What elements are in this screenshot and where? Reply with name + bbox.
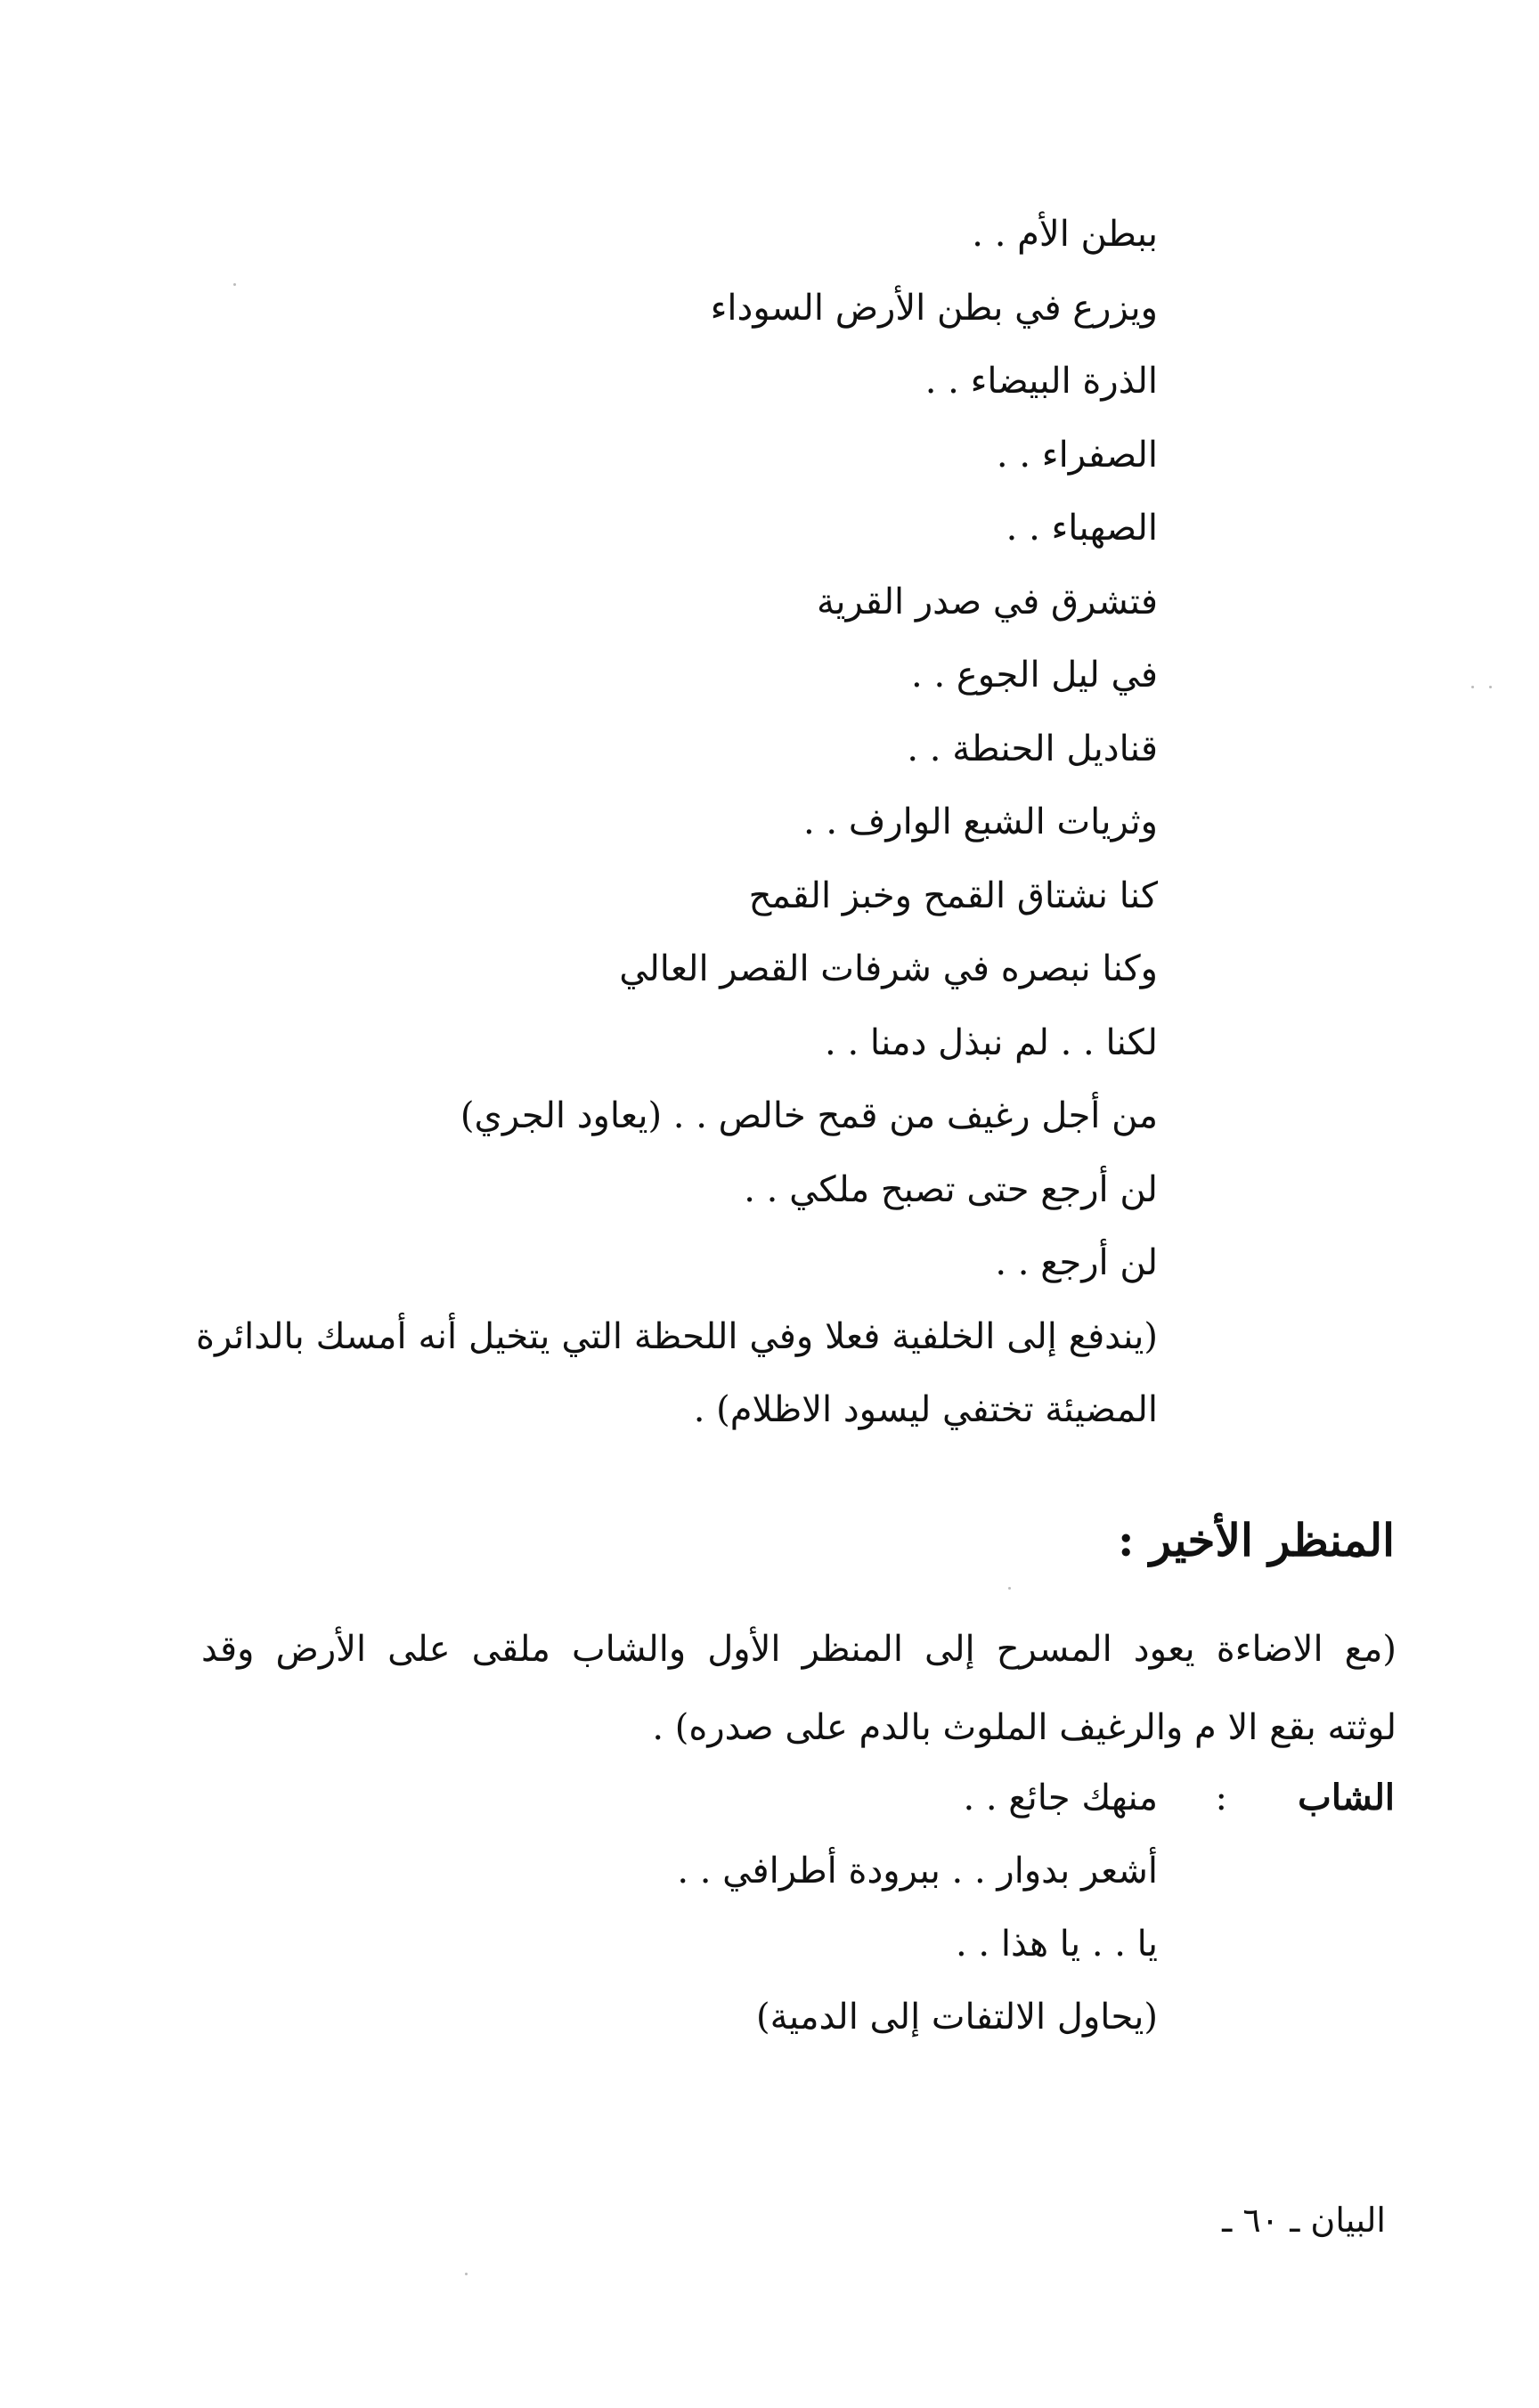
verse-line: ببطن الأم . . <box>972 214 1158 255</box>
verse-line: من أجل رغيف من قمح خالص . . (يعاود الجري) <box>460 1095 1158 1136</box>
page-footer: البيان ـ ٦٠ ـ <box>1222 2201 1386 2240</box>
stage-direction-line: المضيئة تختفي ليسود الاظلام) . <box>693 1389 1158 1430</box>
verse-line: في ليل الجوع . . <box>911 655 1158 696</box>
scan-speck <box>465 2273 468 2275</box>
stage-direction-line: لوثته بقع الا م والرغيف الملوث بالدم على صدره) . <box>652 1707 1396 1748</box>
speaker-colon: : <box>1215 1778 1227 1818</box>
stage-direction-line: (يندفع إلى الخلفية فعلا وفي اللحظة التي يتخيل أنه أمسك بالدائرة <box>196 1315 1158 1357</box>
verse-line: فتشرق في صدر القرية <box>816 581 1158 622</box>
verse-line: الذرة البيضاء . . <box>924 361 1158 402</box>
verse-line: ويزرع في بطن الأرض السوداء <box>710 287 1158 329</box>
section-heading: المنظر الأخير : <box>1118 1514 1395 1566</box>
dialogue-line: أشعر بدوار . . ببرودة أطرافي . . <box>677 1851 1158 1891</box>
scan-speck <box>233 283 236 286</box>
scan-speck <box>1008 1587 1011 1590</box>
stage-direction-line: (مع الاضاءة يعود المسرح إلى المنظر الأول والشاب ملقى على الأرض وقد <box>201 1629 1396 1670</box>
verse-line: وكنا نبصره في شرفات القصر العالي <box>619 948 1158 989</box>
stage-direction <box>201 1610 1396 1767</box>
scan-speck <box>1489 686 1492 688</box>
verse-line: الصهباء . . <box>1006 508 1158 549</box>
verse-line: قناديل الحنطة . . <box>907 728 1158 769</box>
verse-line: لن أرجع . . <box>995 1242 1158 1283</box>
verse-line: لن أرجع حتى تصبح ملكي . . <box>744 1168 1158 1210</box>
verse-line: الصفراء . . <box>996 434 1158 476</box>
verse-line: وثريات الشبع الوارف . . <box>803 801 1158 842</box>
speaker-name: الشاب <box>1298 1777 1395 1818</box>
dialogue-line: منهك جائع . . <box>963 1778 1158 1818</box>
verse-line: كنا نشتاق القمح وخبز القمح <box>748 875 1158 916</box>
verse-block <box>89 198 1158 1447</box>
dialogue-block <box>677 1761 1158 2054</box>
scan-speck <box>1471 686 1474 688</box>
verse-line: لكنا . . لم نبذل دمنا . . <box>825 1021 1158 1063</box>
dialogue-line: يا . . يا هذا . . <box>956 1924 1158 1965</box>
dialogue-line: (يحاول الالتفات إلى الدمية) <box>755 1997 1158 2038</box>
